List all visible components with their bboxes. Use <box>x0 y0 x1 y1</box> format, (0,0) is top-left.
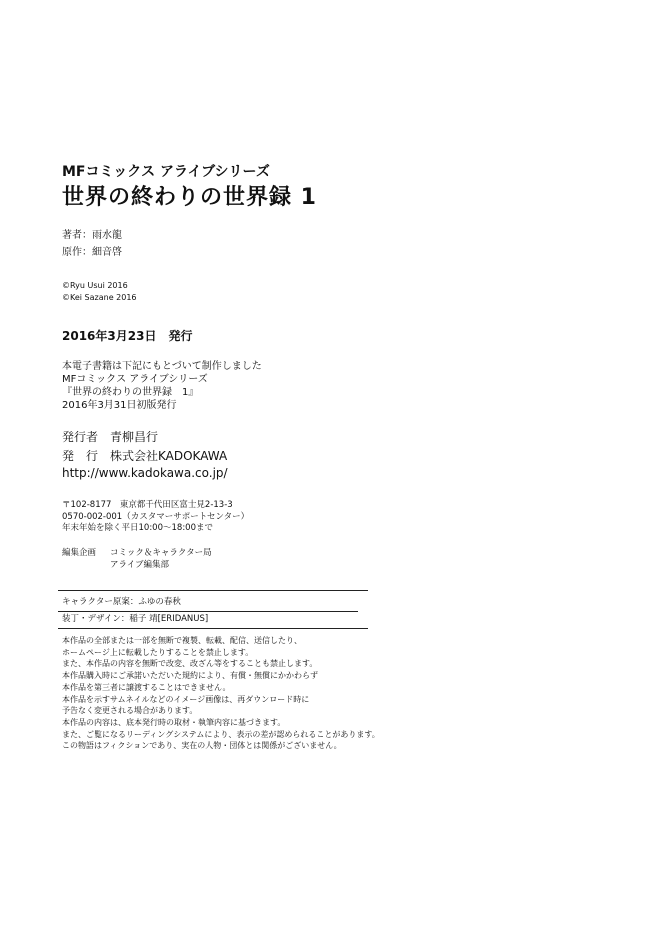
editorial-dept: アライブ編集部 <box>110 559 169 570</box>
issuer: 発行者 青柳昌行 <box>62 430 159 444</box>
notice-line: 本作品の内容は、底本発行時の取材・執筆内容に基づきます。 <box>62 717 286 727</box>
copyright-line: ©Ryu Usui 2016 <box>62 281 128 290</box>
origin-note: 『世界の終わりの世界録 1』 <box>62 387 199 398</box>
divider <box>58 611 358 612</box>
origin-note: 2016年3月31日初版発行 <box>62 400 177 411</box>
original-credit: 原作：細音啓 <box>62 247 122 258</box>
publisher-url: http://www.kadokawa.co.jp/ <box>62 466 228 480</box>
notice-line: ホームページ上に転載したりすることを禁止します。 <box>62 647 254 657</box>
book-title: 世界の終わりの世界録 1 <box>62 185 317 210</box>
divider <box>58 590 368 591</box>
divider <box>58 628 368 629</box>
editorial-block <box>62 548 212 571</box>
editorial-dept: コミック＆キャラクター局 <box>110 548 212 558</box>
address-line: 〒102-8177 東京都千代田区富士見2-13-3 <box>62 500 233 510</box>
editorial-label: 編集企画 <box>62 548 97 558</box>
publisher-company: 発 行 株式会社KADOKAWA <box>62 449 228 463</box>
address-line: 年末年始を除く平日10:00～18:00まで <box>62 523 213 533</box>
notice-line: 予告なく変更される場合があります。 <box>62 706 198 716</box>
notice-line: また、本作品の内容を無断で改変、改ざん等をすることも禁止します。 <box>62 659 318 669</box>
design-credit: 装丁・デザイン：稲子 靖[ERIDANUS] <box>62 614 209 624</box>
origin-note: MFコミックス アライブシリーズ <box>62 374 208 385</box>
notice-line: この物語はフィクションであり、実在の人物・団体とは関係がございません。 <box>62 741 342 751</box>
address-line: 0570-002-001（カスタマーサポートセンター） <box>62 511 250 522</box>
copyright-line: ©Kei Sazane 2016 <box>62 293 137 302</box>
publish-date: 2016年3月23日 発行 <box>62 329 193 343</box>
legal-notice <box>62 635 380 752</box>
series-name: MFコミックス アライブシリーズ <box>62 164 270 180</box>
address-block <box>62 500 249 535</box>
notice-line: 本作品の全部または一部を無断で複製、転載、配信、送信したり、 <box>62 636 302 645</box>
origin-note: 本電子書籍は下記にもとづいて制作しました <box>62 361 262 372</box>
character-design-credit: キャラクター原案：ふゆの春秋 <box>62 597 181 607</box>
author-credit: 著者：雨水龍 <box>62 230 122 241</box>
origin-notes <box>62 360 262 412</box>
notice-line: 本作品を示すサムネイルなどのイメージ画像は、再ダウンロード時に <box>62 694 310 704</box>
notice-line: また、ご覧になるリーディングシステムにより、表示の差が認められることがあります。 <box>62 729 380 739</box>
notice-line: 本作品を第三者に譲渡することはできません。 <box>62 682 231 692</box>
notice-line: 本作品購入時にご承諾いただいた規約により、有償・無償にかかわらず <box>62 671 318 681</box>
